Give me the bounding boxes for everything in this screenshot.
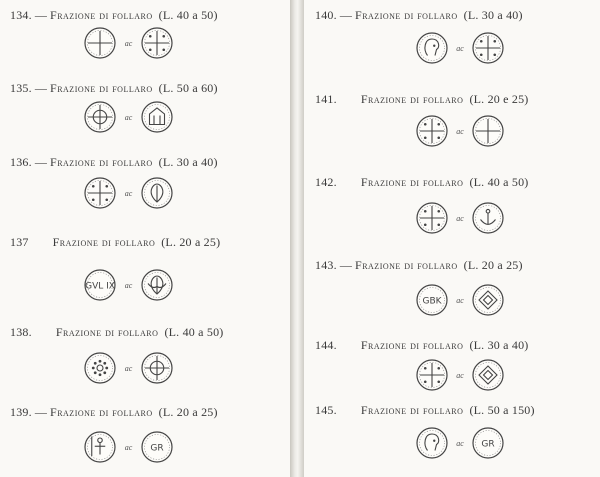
coin-illustration bbox=[83, 351, 174, 385]
catalog-entry-heading bbox=[10, 81, 218, 96]
entry-title: Frazione di follaro bbox=[360, 92, 464, 106]
coin-obverse-icon bbox=[85, 353, 115, 383]
catalog-entry-heading bbox=[315, 92, 529, 107]
catalog-entry-heading bbox=[10, 8, 218, 23]
coin-illustration bbox=[415, 31, 505, 65]
entry-price: (L. 40 a 50) bbox=[469, 175, 529, 189]
coin-reverse-icon bbox=[142, 178, 172, 208]
coin-separator: ac bbox=[124, 39, 133, 48]
coin-reverse-icon bbox=[473, 33, 503, 63]
catalog-entry-heading bbox=[315, 8, 523, 23]
catalog-entry-heading bbox=[10, 235, 220, 250]
catalog-entry-heading bbox=[10, 405, 218, 420]
coin-obverse-icon bbox=[417, 203, 447, 233]
entry-number: 136. bbox=[10, 155, 32, 169]
coin-obverse-icon bbox=[417, 285, 447, 315]
coin-obverse-icon bbox=[85, 432, 115, 462]
coin-reverse-icon bbox=[142, 353, 172, 383]
coin-illustration bbox=[415, 426, 505, 460]
coin-reverse-icon bbox=[473, 203, 503, 233]
entry-dash: — bbox=[339, 8, 353, 22]
entry-price: (L. 30 a 40) bbox=[158, 155, 218, 169]
entry-title: Frazione di follaro bbox=[360, 175, 464, 189]
entry-title: Frazione di follaro bbox=[360, 403, 464, 417]
svg-text:GR: GR bbox=[481, 439, 495, 450]
svg-text:GBK: GBK bbox=[422, 296, 442, 307]
svg-text:GR: GR bbox=[150, 443, 164, 454]
entry-dash: — bbox=[34, 8, 48, 22]
entry-price: (L. 20 a 25) bbox=[463, 258, 523, 272]
entry-dash: — bbox=[339, 258, 353, 272]
entry-dash: — bbox=[34, 155, 48, 169]
entry-number: 137 bbox=[10, 235, 29, 249]
entry-title: Frazione di follaro bbox=[50, 8, 153, 22]
coin-illustration bbox=[83, 26, 174, 60]
entry-number: 145. bbox=[315, 403, 337, 417]
coin-separator: ac bbox=[456, 439, 464, 448]
entry-title: Frazione di follaro bbox=[52, 235, 156, 249]
entry-number: 144. bbox=[315, 338, 337, 352]
coin-reverse-icon bbox=[473, 360, 503, 390]
catalog-entry-heading bbox=[315, 403, 535, 418]
coin-obverse-icon bbox=[85, 102, 115, 132]
catalog-entry-heading bbox=[315, 175, 529, 190]
coin-reverse-icon bbox=[473, 428, 503, 458]
coin-reverse-icon bbox=[142, 102, 172, 132]
entry-title: Frazione di follaro bbox=[355, 8, 458, 22]
entry-title: Frazione di follaro bbox=[50, 81, 153, 95]
entry-price: (L. 20 a 25) bbox=[158, 405, 218, 419]
coin-separator: ac bbox=[124, 364, 133, 373]
coin-illustration bbox=[83, 268, 174, 302]
coin-reverse-icon bbox=[142, 432, 172, 462]
entry-number: 139. bbox=[10, 405, 32, 419]
entry-dash: — bbox=[34, 81, 48, 95]
catalog-entry-heading bbox=[10, 325, 224, 340]
entry-number: 138. bbox=[10, 325, 32, 339]
coin-separator: ac bbox=[124, 281, 133, 290]
coin-reverse-icon bbox=[473, 116, 503, 146]
coin-obverse-icon bbox=[417, 116, 447, 146]
entry-price: (L. 50 a 150) bbox=[469, 403, 535, 417]
entry-number: 134. bbox=[10, 8, 32, 22]
entry-number: 140. bbox=[315, 8, 337, 22]
entry-number: 143. bbox=[315, 258, 337, 272]
entry-dash: — bbox=[34, 405, 48, 419]
coin-obverse-icon bbox=[417, 428, 447, 458]
entry-price: (L. 40 a 50) bbox=[158, 8, 218, 22]
coin-obverse-icon bbox=[85, 270, 115, 300]
entry-price: (L. 20 e 25) bbox=[469, 92, 529, 106]
coin-reverse-icon bbox=[473, 285, 503, 315]
coin-separator: ac bbox=[456, 44, 464, 53]
coin-separator: ac bbox=[456, 127, 464, 136]
coin-obverse-icon bbox=[417, 360, 447, 390]
coin-separator: ac bbox=[124, 443, 133, 452]
coin-separator: ac bbox=[124, 189, 133, 198]
entry-title: Frazione di follaro bbox=[50, 405, 153, 419]
entry-price: (L. 40 a 50) bbox=[164, 325, 224, 339]
coin-separator: ac bbox=[456, 296, 464, 305]
catalog-entry-heading bbox=[315, 338, 529, 353]
coin-reverse-icon bbox=[142, 270, 172, 300]
coin-separator: ac bbox=[456, 214, 464, 223]
entry-price: (L. 20 a 25) bbox=[161, 235, 221, 249]
coin-illustration bbox=[83, 430, 174, 464]
entry-price: (L. 50 a 60) bbox=[158, 81, 218, 95]
catalog-entry-heading bbox=[315, 258, 523, 273]
coin-illustration bbox=[415, 114, 505, 148]
coin-obverse-icon bbox=[85, 178, 115, 208]
coin-separator: ac bbox=[456, 371, 464, 380]
svg-text:GVL IX: GVL IX bbox=[85, 281, 115, 292]
coin-illustration bbox=[83, 176, 174, 210]
coin-illustration bbox=[415, 201, 505, 235]
coin-illustration bbox=[415, 283, 505, 317]
catalog-entry-heading bbox=[10, 155, 218, 170]
coin-separator: ac bbox=[124, 113, 133, 122]
coin-obverse-icon bbox=[85, 28, 115, 58]
coin-illustration bbox=[83, 100, 174, 134]
entry-title: Frazione di follaro bbox=[355, 258, 458, 272]
coin-obverse-icon bbox=[417, 33, 447, 63]
entry-price: (L. 30 a 40) bbox=[463, 8, 523, 22]
entry-title: Frazione di follaro bbox=[360, 338, 464, 352]
coin-illustration bbox=[415, 358, 505, 392]
entry-number: 142. bbox=[315, 175, 337, 189]
entry-number: 135. bbox=[10, 81, 32, 95]
entry-number: 141. bbox=[315, 92, 337, 106]
book-gutter bbox=[290, 0, 304, 477]
entry-title: Frazione di follaro bbox=[50, 155, 153, 169]
entry-title: Frazione di follaro bbox=[55, 325, 159, 339]
coin-reverse-icon bbox=[142, 28, 172, 58]
entry-price: (L. 30 a 40) bbox=[469, 338, 529, 352]
